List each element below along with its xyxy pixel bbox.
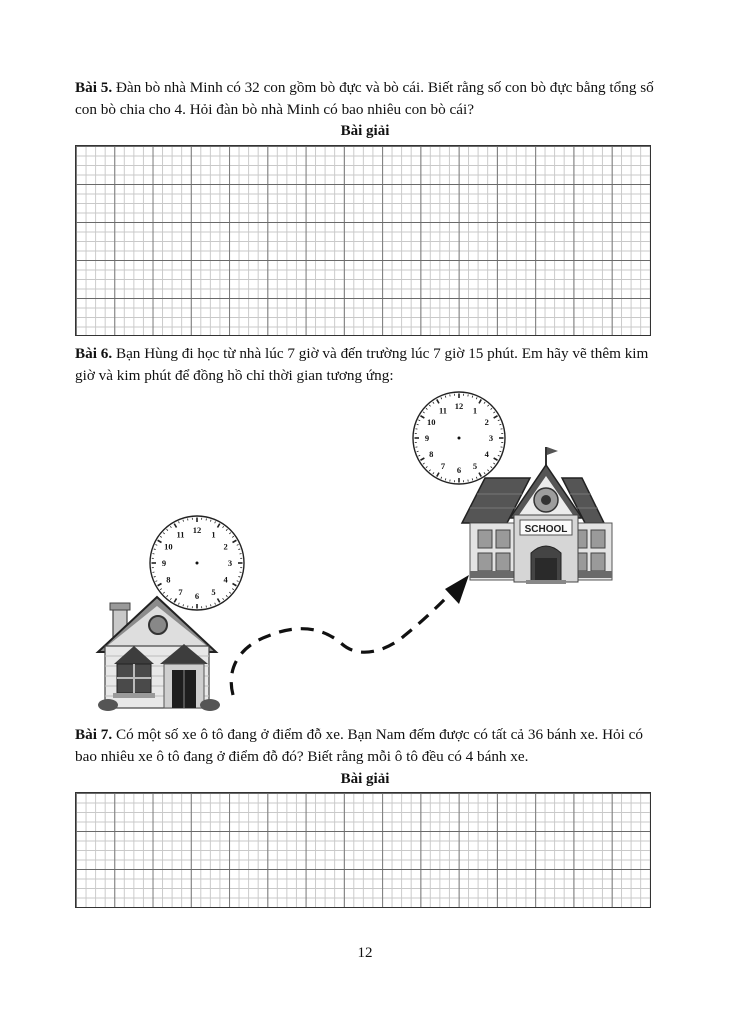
clock-numeral: 1 [211,529,216,540]
problem-7-text: Có một số xe ô tô đang ở điểm đỗ xe. Bạn Nam đếm được có tất cả 36 bánh xe. Hỏi có bao nhiêu xe ô tô đang ở điểm đỗ đó? Biết rằng mỗi ô tô đều có 4 bánh xe. [75,726,643,765]
arrow-head-icon [445,575,469,604]
clock-numeral: 1 [472,405,478,416]
clock-numeral: 10 [164,541,173,552]
house-icon [98,597,220,711]
clock-numeral: 9 [161,558,167,569]
clock-numeral: 2 [223,541,228,552]
problem-6-label: Bài 6. [75,345,113,362]
clock-face-school[interactable] [413,392,505,484]
clock-numeral: 9 [424,433,430,444]
problem-5-label: Bài 5. [75,79,113,96]
clock-face-house[interactable] [150,516,244,610]
clock-numeral: 10 [427,417,436,428]
clock-numeral: 2 [484,417,489,428]
answer-grid-7[interactable] [75,792,651,908]
solution-heading-7: Bài giải [340,771,390,787]
clock-numeral: 6 [456,465,462,476]
solution-heading-5: Bài giải [340,123,390,139]
clock-numeral: 3 [227,558,233,569]
problem-6-text: Bạn Hùng đi học từ nhà lúc 7 giờ và đến trường lúc 7 giờ 15 phút. Em hãy vẽ thêm kim giờ và kim phút để đồng hồ chỉ thời gian tương ứng: [75,345,649,384]
problem-7-label: Bài 7. [75,726,113,743]
clock-numeral: 11 [176,529,185,540]
clock-numeral: 12 [454,401,464,412]
problem-7 [75,724,657,768]
page-number: 12 [357,945,373,961]
school-sign: SCHOOL [524,524,568,535]
clock-numeral: 8 [429,449,434,460]
clock-numeral: 7 [440,460,446,471]
clock-numeral: 11 [438,405,448,416]
dashed-path [231,592,452,695]
clock-numeral: 5 [472,460,478,471]
clock-numeral: 3 [488,433,494,444]
clock-numeral: 4 [484,449,489,460]
clock-numeral: 8 [166,574,171,585]
clock-numeral: 4 [223,574,228,585]
clock-numeral: 7 [178,586,183,597]
problem-5-text: Đàn bò nhà Minh có 32 con gồm bò đực và bò cái. Biết rằng số con bò đực bằng tổng số con bò chia cho 4. Hỏi đàn bò nhà Minh có bao nhiêu con bò cái? [75,79,654,118]
clock-center [196,562,199,565]
clock-numeral: 5 [211,586,216,597]
clock-center [458,437,461,440]
clock-numeral: 6 [194,591,200,602]
clock-numeral: 12 [192,525,202,536]
